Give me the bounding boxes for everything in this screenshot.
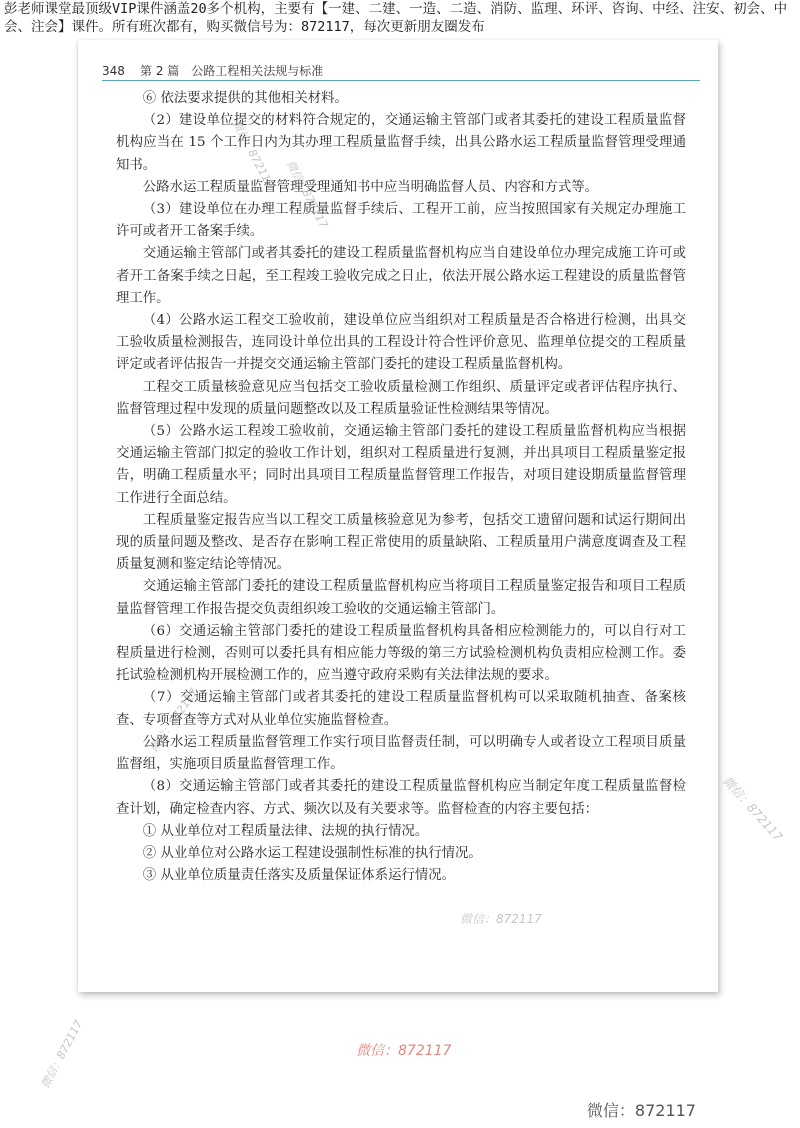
- watermark: 微信：872117: [460, 912, 542, 926]
- paragraph: （7）交通运输主管部门或者其委托的建设工程质量监督机构可以采取随机抽查、备案核查、专项督查等方式对从业单位实施监督检查。: [116, 690, 686, 728]
- watermark: 微信：872117: [147, 685, 201, 755]
- paragraph: 公路水运工程质量监督管理受理通知书中应当明确监督人员、内容和方式等。: [142, 179, 599, 195]
- paragraph: （5）公路水运工程竣工验收前，交通运输主管部门委托的建设工程质量监督机构应当根据交通运输主管部门拟定的验收工作计划，组织对工程质量进行复测，并出具项目工程质量鉴定报告，明确工程质量水平；同时出具项目工程质量监督管理工作报告，对项目建设期质量监督管理工作进行全面总结。: [116, 424, 686, 506]
- list-item: ② 从业单位对公路水运工程建设强制性标准的执行情况。: [142, 845, 482, 861]
- section-title: 第 2 篇 公路工程相关法规与标准: [140, 64, 324, 78]
- paragraph: （8）交通运输主管部门或者其委托的建设工程质量监督机构应当制定年度工程质量监督检查计划，确定检查内容、方式、频次以及有关要求等。监督检查的内容主要包括：: [116, 779, 686, 817]
- paragraph: ⑥ 依法要求提供的其他相关材料。: [142, 91, 348, 106]
- paragraph: （4）公路水运工程交工验收前，建设单位应当组织对工程质量是否合格进行检测，出具交工验收质量检测报告，连同设计单位出具的工程设计符合性评价意见、监理单位提交的工程质量评定或者评估报告一并提交交通运输主管部门委托的建设工程质量监督机构。: [116, 313, 686, 373]
- header-rule: [102, 80, 700, 81]
- footer-watermark: 微信：872117: [586, 1101, 696, 1120]
- page-header: [102, 62, 692, 80]
- paragraph: （6）交通运输主管部门委托的建设工程质量监督机构具备相应检测能力的，可以自行对工程质量进行检测，否则可以委托具有相应能力等级的第三方试验检测机构负责相应检测工作。委托试验检测机构开展检测工作的，应当遵守政府采购有关法律法规的要求。: [116, 623, 686, 684]
- watermark-red: 微信：872117: [356, 1043, 452, 1059]
- book-page: [78, 40, 718, 992]
- paragraph: （2）建设单位提交的材料符合规定的，交通运输主管部门或者其委托的建设工程质量监督机构应当在 15 个工作日内为其办理工程质量监督手续，出具公路水运工程质量监督管理受理通知书。: [116, 113, 686, 173]
- paragraph: 交通运输主管部门委托的建设工程质量监督机构应当将项目工程质量鉴定报告和项目工程质量监督管理工作报告提交负责组织竣工验收的交通运输主管部门。: [116, 579, 686, 617]
- page-body: [116, 88, 686, 887]
- watermark: 微信：872117: [719, 773, 786, 844]
- paragraph: 交通运输主管部门或者其委托的建设工程质量监督机构应当自建设单位办理完成施工许可或者开工备案手续之日起，至工程竣工验收完成之日止，依法开展公路水运工程建设的质量监督管理工作。: [116, 246, 686, 306]
- page-number: 348: [102, 64, 125, 78]
- paragraph: （3）建设单位在办理工程质量监督手续后、工程开工前，应当按照国家有关规定办理施工许可或者开工备案手续。: [116, 202, 686, 240]
- watermark: 微信：872117: [283, 158, 331, 231]
- watermark: 微信：872117: [229, 118, 277, 191]
- promo-banner: 彭老师课堂最顶级VIP课件涵盖20多个机构，主要有【一建、二建、一造、二造、消防、监理、环评、咨询、中经、注安、初会、中会、注会】课件。所有班次都有，购买微信号为：872117，每次更新朋友圈发布: [4, 1, 788, 35]
- watermark: 微信：872117: [38, 1018, 86, 1091]
- paragraph: 工程交工质量核验意见应当包括交工验收质量检测工作组织、质量评定或者评估程序执行、监督管理过程中发现的质量问题整改以及工程质量验证性检测结果等情况。: [116, 379, 686, 417]
- paragraph: 工程质量鉴定报告应当以工程交工质量核验意见为参考，包括交工遗留问题和试运行期间出现的质量问题及整改、是否存在影响工程正常使用的质量缺陷、工程质量用户满意度调查及工程质量复测和鉴定结论等情况。: [116, 512, 686, 573]
- list-item: ① 从业单位对工程质量法律、法规的执行情况。: [142, 823, 429, 839]
- paragraph: 公路水运工程质量监督管理工作实行项目监督责任制，可以明确专人或者设立工程项目质量监督组，实施项目质量监督管理工作。: [116, 734, 686, 773]
- list-item: ③ 从业单位质量责任落实及质量保证体系运行情况。: [142, 868, 456, 884]
